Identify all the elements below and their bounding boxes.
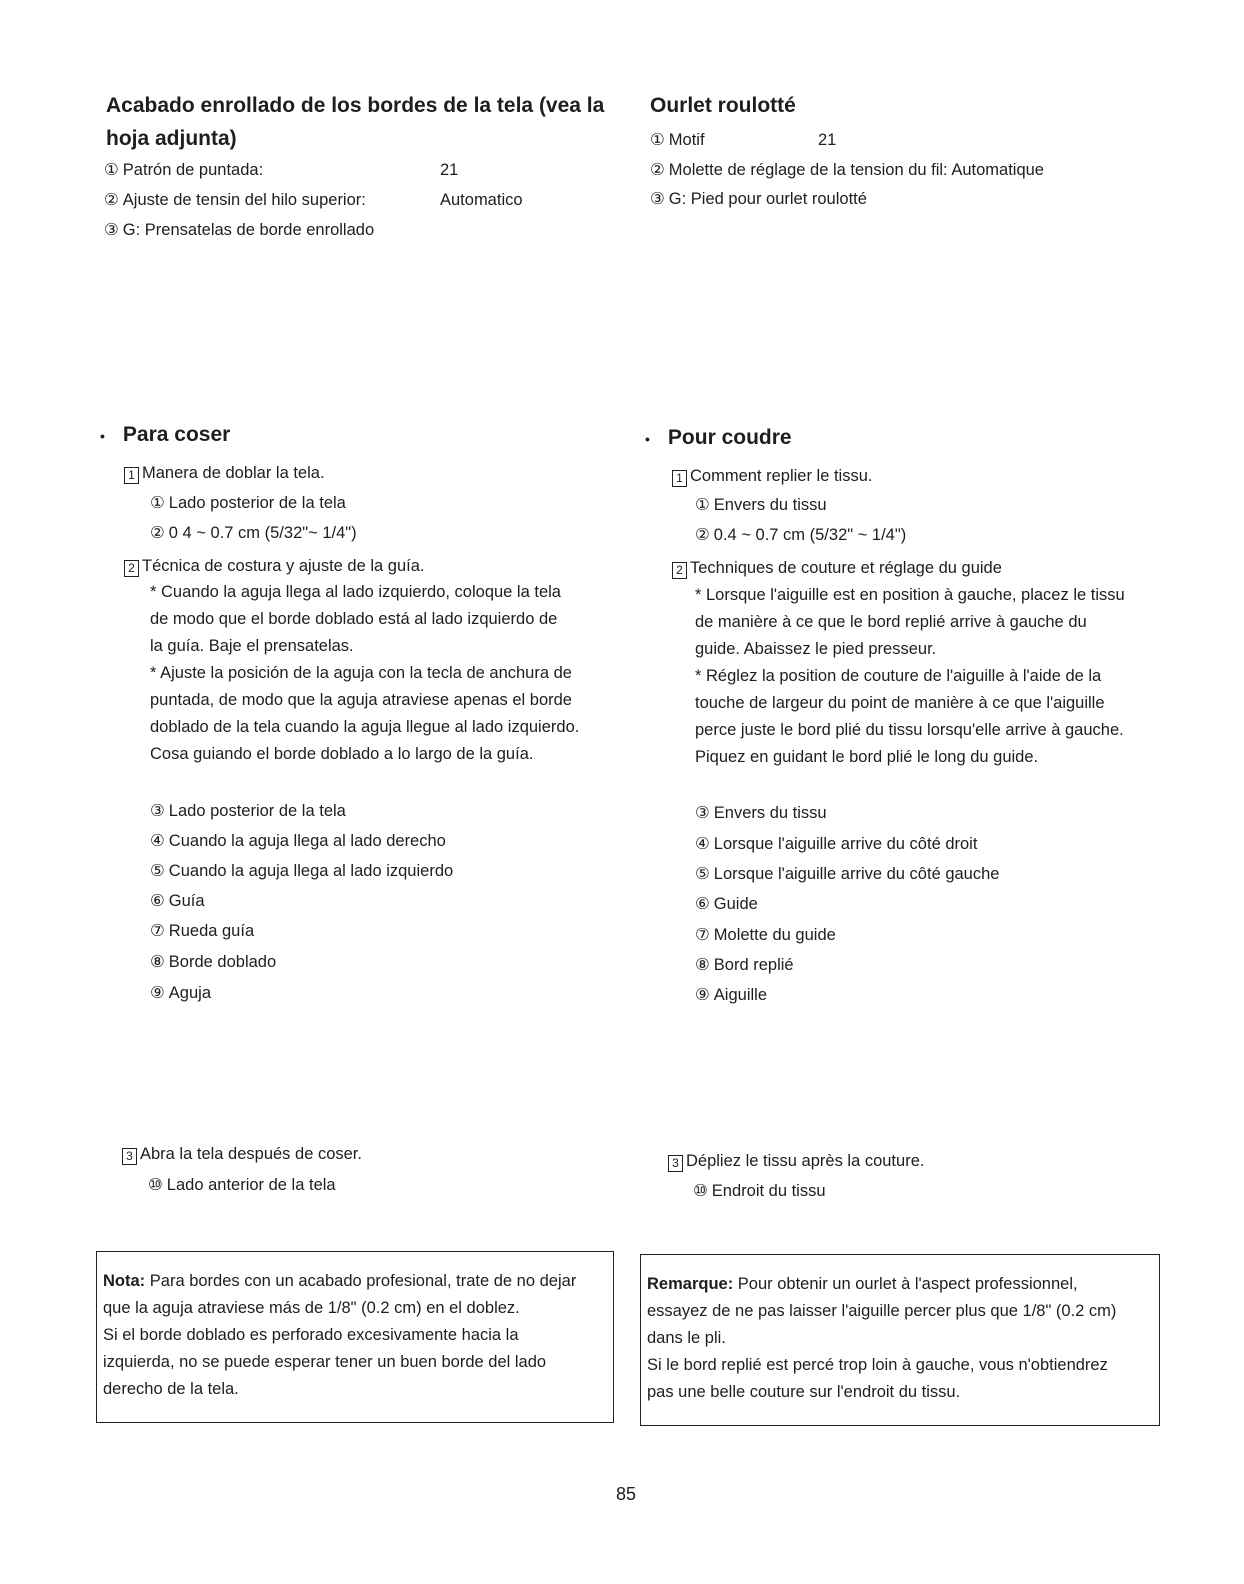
list-item: ④ Lorsque l'aiguille arrive du côté droit	[695, 835, 978, 853]
list-item: ⑩ Endroit du tissu	[693, 1182, 826, 1200]
step-1-es: 1 Manera de doblar la tela.	[124, 462, 325, 484]
setting-value: 21	[818, 131, 837, 149]
step-2-es: 2 Técnica de costura y ajuste de la guía.	[124, 555, 425, 577]
list-item: ① Envers du tissu	[695, 496, 827, 514]
list-item: ① Lado posterior de la tela	[150, 494, 346, 512]
list-item: ② 0.4 ~ 0.7 cm (5/32" ~ 1/4")	[695, 526, 907, 544]
setting-row: ② Ajuste de tensin del hilo superior:	[104, 191, 366, 209]
setting-row: ① Patrón de puntada:	[104, 161, 264, 179]
instruction-paragraph-es: * Cuando la aguja llega al lado izquierdo, coloque la tela de modo que el borde doblado está al lado izquierdo de la guía. Baje el prensatelas. * Ajuste la posición de la aguja con la tecla de anchura de puntada, de modo que la aguja atraviese apenas el borde doblado de la tela cuando la aguja llegue al lado izquierdo. Cosa guiando el borde doblado a lo largo de la guía.	[150, 583, 580, 763]
instruction-paragraph-fr: * Lorsque l'aiguille est en position à gauche, placez le tissu de manière à ce que le bord replié arrive à gauche du guide. Abaissez le pied presseur. * Réglez la position de couture de l'aiguille à l'aide de la touche de largeur du point de manière à ce que l'aiguille perce juste le bord plié du tissu lorsqu'elle arrive à gauche. Piquez en guidant le bord plié le long du guide.	[695, 586, 1125, 766]
list-item: ② 0 4 ~ 0.7 cm (5/32"~ 1/4")	[150, 524, 357, 542]
list-item: ③ Lado posterior de la tela	[150, 802, 346, 820]
list-item: ⑤ Cuando la aguja llega al lado izquierdo	[150, 862, 454, 880]
note-label: Nota:	[103, 1272, 146, 1290]
list-item: ⑧ Borde doblado	[150, 953, 277, 971]
setting-row: ③ G: Prensatelas de borde enrollado	[104, 221, 375, 239]
note-box-es: Nota: Para bordes con un acabado profesional, trate de no dejar que la aguja atraviese más de 1/8" (0.2 cm) en el doblez. Si el borde doblado es perforado excesivamente hacia la izquierda, no se puede esperar tener un buen borde del lado derecho de la tela.	[96, 1251, 614, 1423]
section-heading-es: Acabado enrollado de los bordes de la tela (vea la hoja adjunta)	[106, 94, 605, 150]
step-number-box: 2	[672, 562, 687, 579]
setting-row: ② Molette de réglage de la tension du fil: Automatique	[650, 161, 1044, 179]
step-number-box: 2	[124, 560, 139, 577]
page-number: 85	[616, 1484, 637, 1504]
list-item: ⑥ Guide	[695, 895, 758, 913]
list-item: ⑥ Guía	[150, 892, 205, 910]
step-3-es: 3 Abra la tela después de coser.	[122, 1143, 362, 1165]
setting-value: 21	[440, 161, 459, 179]
step-number-box: 1	[124, 467, 139, 484]
step-2-fr: 2 Techniques de couture et réglage du guide	[672, 557, 1002, 579]
list-item: ⑨ Aguja	[150, 984, 211, 1002]
step-1-fr: 1 Comment replier le tissu.	[672, 465, 872, 487]
list-item: ⑩ Lado anterior de la tela	[148, 1176, 336, 1194]
note-label: Remarque:	[647, 1275, 734, 1293]
step-number-box: 3	[122, 1148, 137, 1165]
step-number-box: 1	[672, 470, 687, 487]
setting-row: ① Motif	[650, 131, 705, 149]
step-number-box: 3	[668, 1155, 683, 1172]
setting-value: Automatique	[951, 161, 1044, 179]
note-box-fr: Remarque: Pour obtenir un ourlet à l'aspect professionnel, essayez de ne pas laisser l'aiguille percer plus que 1/8" (0.2 cm) dans le pli. Si le bord replié est percé trop loin à gauche, vous n'obtiendrez pas une belle couture sur l'endroit du tissu.	[640, 1254, 1160, 1426]
list-item: ⑦ Molette du guide	[695, 926, 836, 944]
list-item: ⑤ Lorsque l'aiguille arrive du côté gauche	[695, 865, 1000, 883]
step-3-fr: 3 Dépliez le tissu après la couture.	[668, 1150, 924, 1172]
list-item: ⑧ Bord replié	[695, 956, 794, 974]
list-item: ⑨ Aiguille	[695, 986, 767, 1004]
list-item: ④ Cuando la aguja llega al lado derecho	[150, 832, 446, 850]
section-heading-fr: Ourlet roulotté	[650, 94, 796, 117]
subheading-fr: • Pour coudre	[645, 426, 792, 449]
list-item: ③ Envers du tissu	[695, 804, 827, 822]
setting-row: ③ G: Pied pour ourlet roulotté	[650, 190, 867, 208]
list-item: ⑦ Rueda guía	[150, 922, 255, 940]
subheading-es: • Para coser	[100, 423, 231, 446]
setting-value: Automatico	[440, 191, 523, 209]
